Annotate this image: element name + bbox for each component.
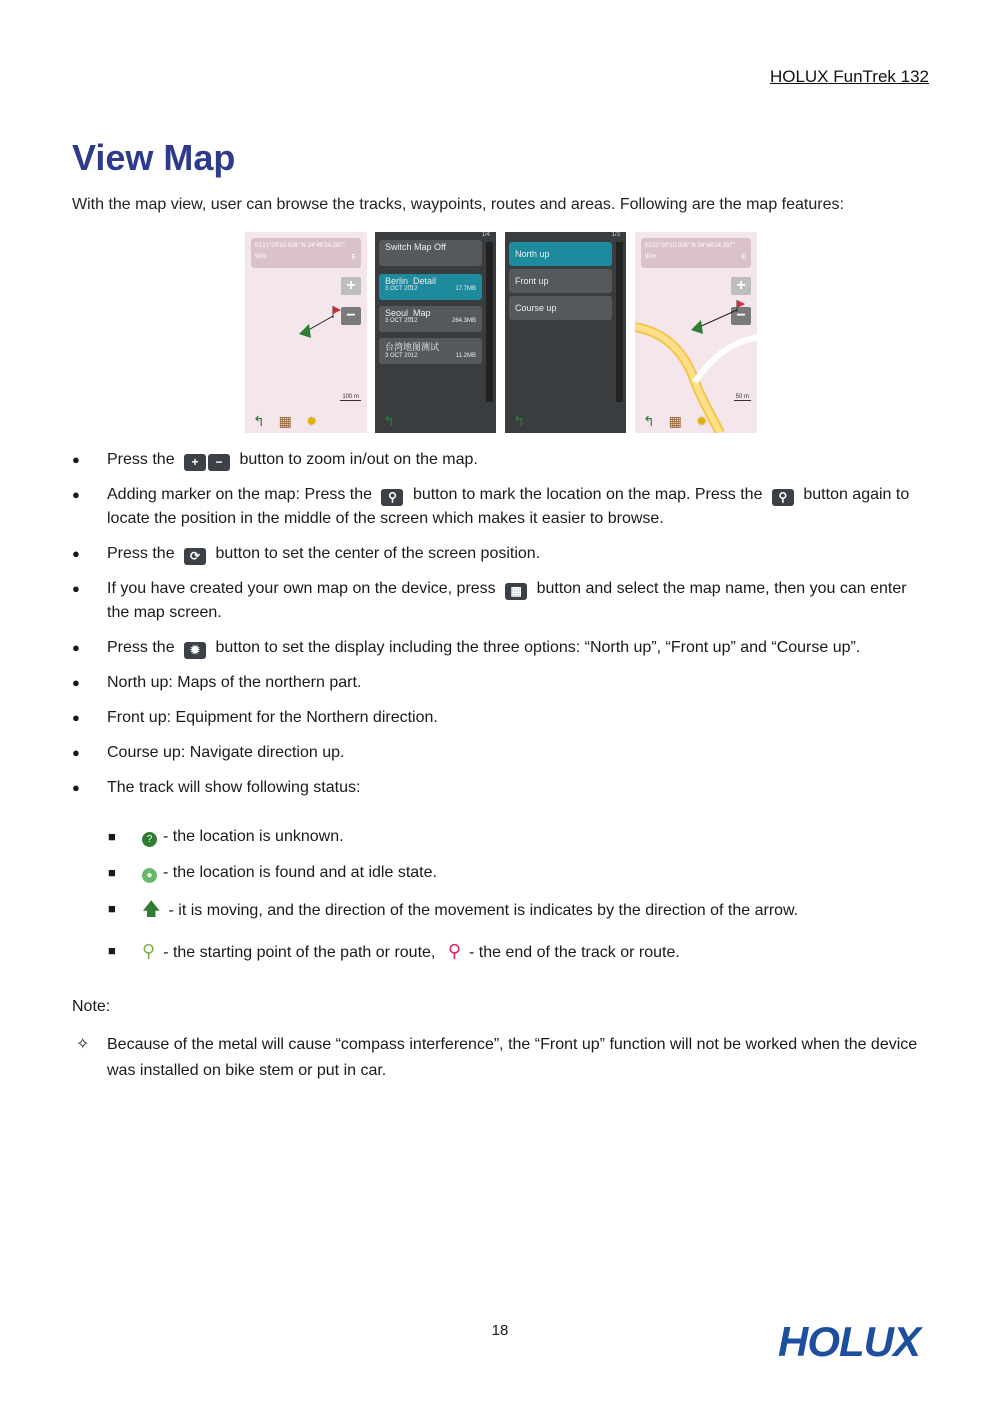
menu-item-label: Seoul_Map [385,308,431,318]
status-text: - the location is unknown. [163,828,344,845]
menu-item-date: 3 OCT 2012 [385,286,418,292]
menu-item-label: Switch Map Off [385,242,446,252]
menu-item-seoul-map[interactable] [379,306,482,332]
item-text: button again to locate the position in the middle of the screen which makes it easier to browse. [107,486,910,527]
status-text: - the end of the track or route. [469,944,680,961]
menu-item-label: Berlin_Detail [385,276,437,286]
scale-bar: 50 m [735,394,749,400]
altitude-text: 90m [255,254,267,260]
coordinate-panel [641,238,751,268]
status-text: - the starting point of the path or route, [163,944,436,961]
zoom-out-icon: − [208,454,230,471]
item-text: button to set the center of the screen position. [215,545,541,562]
menu-item-berlin-detail[interactable] [379,274,482,300]
status-text: - it is moving, and the direction of the movement is indicates by the direction of the arrow. [168,902,799,919]
zoom-in-icon: + [184,454,206,471]
altitude-text: 90m [645,254,657,260]
map-toolbar [253,413,317,430]
menu-item-label: 台湾地图测试 [385,342,440,352]
map-toolbar [643,413,707,430]
list-item: ● Front up: Equipment for the Northern direction. [72,706,932,730]
settings-icon[interactable]: ✹ [305,413,318,429]
status-text: - the location is found and at idle state. [163,864,437,881]
marker-icon: ⚲ [772,489,794,506]
zoom-in-button[interactable]: + [341,277,361,295]
feature-list [72,448,932,811]
item-text: Adding marker on the map: Press the [107,486,373,503]
back-icon[interactable]: ↰ [643,413,655,429]
menu-item-size: 264.3MB [451,318,476,324]
list-item: ● The track will show following status: [72,776,932,800]
scrollbar[interactable] [486,242,493,402]
map-list-screen [375,232,496,433]
scale-bar: 100 m [342,394,359,400]
settings-icon: ✹ [184,642,206,659]
track-arrow-icon [685,300,745,340]
note-text: Because of the metal will cause “compass interference”, the “Front up” function will not be worked when the device was installed on bike stem or put in car. [107,1036,918,1079]
option-label: Front up [515,276,549,286]
zoom-out-button[interactable]: − [341,307,361,325]
coordinate-text: E121°00'10.026" N 24°48'24.297" [255,243,345,249]
list-item: ● North up: Maps of the northern part. [72,671,932,695]
item-text: button to zoom in/out on the map. [239,451,478,468]
status-list [108,824,928,976]
status-item [108,896,928,924]
back-icon[interactable]: ↰ [383,413,395,429]
scrollbar[interactable] [616,242,623,402]
option-label: North up [515,249,550,259]
list-item [72,448,932,472]
option-label: Course up [515,303,557,313]
note-paragraph [72,1032,932,1084]
center-icon: ⟳ [184,548,206,565]
note-label: Note: [72,998,111,1015]
zoom-in-button[interactable]: + [731,277,751,295]
status-item [108,824,928,850]
end-pin-icon: ⚲ [447,941,461,961]
marker-icon: ⚲ [381,489,403,506]
item-text: Press the [107,545,175,562]
menu-item-date: 3 OCT 2012 [385,318,418,324]
screenshot-strip [245,232,757,434]
unknown-location-icon: ? [142,832,157,847]
map-select-icon: ▦ [505,583,527,600]
item-text: button and select the map name, then you can enter the map screen. [107,580,907,621]
item-text: button to set the display including the three options: “North up”, “Front up” and “Course up”. [215,639,861,656]
settings-icon[interactable]: ✹ [695,413,708,429]
coordinate-panel [251,238,361,268]
direction-text: E [351,254,356,261]
option-north-up[interactable] [509,242,612,266]
idle-location-icon: ● [142,868,157,883]
item-text: If you have created your own map on the device, press [107,580,496,597]
option-course-up[interactable] [509,296,612,320]
menu-item-switch-map-off[interactable] [379,240,482,266]
menu-item-date: 3 OCT 2012 [385,353,418,359]
item-text: Press the [107,451,175,468]
direction-text: E [741,254,746,261]
page-number: 18 [491,1322,509,1339]
item-text: button to mark the location on the map. Press the [412,486,763,503]
list-item [72,483,932,531]
back-icon[interactable]: ↰ [253,413,265,429]
page-indicator: 1/3 [611,232,620,238]
coordinate-text: E121°00'10.026" N 24°48'24.297" [645,243,735,249]
item-text: Press the [107,639,175,656]
option-front-up[interactable] [509,269,612,293]
diamond-bullet-icon: ✧ [76,1036,90,1053]
menu-item-taiwan-map[interactable] [379,338,482,364]
zoom-out-button[interactable]: − [731,307,751,325]
map-select-icon[interactable]: ▦ [668,413,682,429]
status-item [108,938,928,966]
moving-arrow-icon: 🡅 [142,899,161,919]
map-screen-2 [635,232,757,433]
document-header: HOLUX FunTrek 132 [769,67,929,86]
map-screen-1 [245,232,367,433]
list-item: ● Course up: Navigate direction up. [72,741,932,765]
orientation-screen [505,232,626,433]
menu-item-size: 11.2MB [455,353,476,359]
back-icon[interactable]: ↰ [513,413,525,429]
list-item [72,577,932,625]
map-select-icon[interactable]: ▦ [278,413,292,429]
list-item [72,542,932,566]
page-indicator: 1/4 [481,232,490,238]
track-arrow-icon [295,304,345,344]
menu-item-size: 17.7MB [455,286,476,292]
holux-logo: HOLUX [778,1318,920,1365]
status-item [108,860,928,886]
section-title: View Map [72,137,236,178]
start-pin-icon: ⚲ [142,941,156,961]
intro-paragraph: With the map view, user can browse the tracks, waypoints, routes and areas. Following are the map features: [72,196,844,213]
list-item [72,636,932,660]
